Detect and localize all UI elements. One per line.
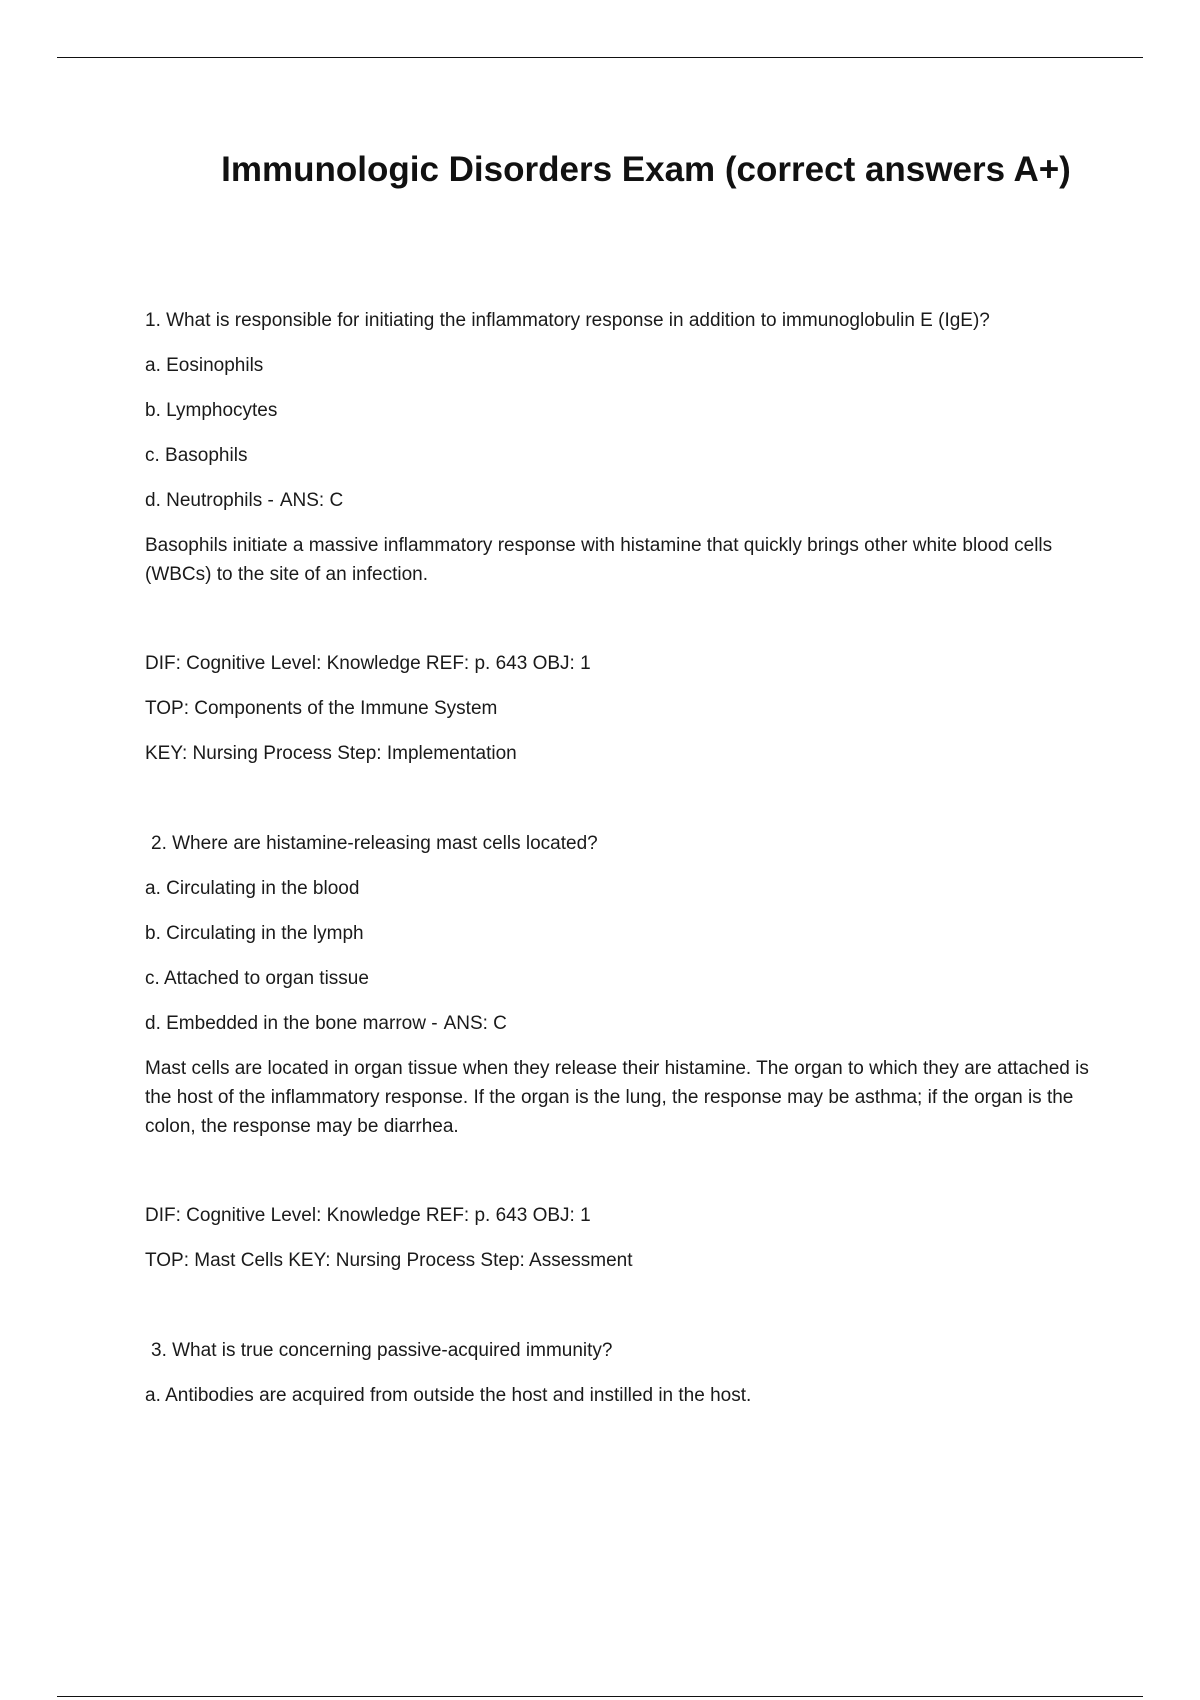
rationale-text: Basophils initiate a massive inflammatory response with histamine that quickly brings other white blood cells (WBCs) to the site of an infection. bbox=[145, 535, 1053, 585]
rationale-text: Mast cells are located in organ tissue when they release their histamine. The organ to which they are attached is the host of the inflammatory response. If the organ is the lung, the response may be asthma; if the organ is the colon, the response may be diarrhea. bbox=[145, 1058, 1089, 1137]
answer-option-b: b. Circulating in the lymph bbox=[145, 923, 364, 944]
meta-topic: TOP: Components of the Immune System bbox=[145, 698, 498, 719]
page-title: Immunologic Disorders Exam (correct answers A+) bbox=[221, 150, 1071, 189]
question-text: 1. What is responsible for initiating the inflammatory response in addition to immunoglobulin E (IgE)? bbox=[145, 310, 990, 331]
meta-difficulty: DIF: Cognitive Level: Knowledge REF: p. 643 OBJ: 1 bbox=[145, 1205, 591, 1226]
question-text: 2. Where are histamine-releasing mast cells located? bbox=[151, 833, 598, 854]
answer-option-a: a. Eosinophils bbox=[145, 355, 264, 376]
answer-option-a: a. Circulating in the blood bbox=[145, 878, 360, 899]
meta-difficulty: DIF: Cognitive Level: Knowledge REF: p. 643 OBJ: 1 bbox=[145, 653, 591, 674]
meta-key: KEY: Nursing Process Step: Implementation bbox=[145, 743, 517, 764]
top-rule bbox=[57, 57, 1143, 58]
question-block-2 bbox=[145, 829, 1095, 1276]
answer-option-a: a. Antibodies are acquired from outside the host and instilled in the host. bbox=[145, 1385, 752, 1406]
answer-option-d: d. Embedded in the bone marrow - bbox=[145, 1013, 438, 1034]
answer-option-d: d. Neutrophils - bbox=[145, 490, 274, 511]
question-block-3 bbox=[145, 1336, 1095, 1411]
answer-option-d-line bbox=[145, 486, 1095, 516]
answer-option-c: c. Basophils bbox=[145, 445, 248, 466]
question-text: 3. What is true concerning passive-acquired immunity? bbox=[151, 1340, 613, 1361]
bottom-rule bbox=[57, 1696, 1143, 1697]
answer-option-c: c. Attached to organ tissue bbox=[145, 968, 369, 989]
question-block-1 bbox=[145, 306, 1095, 769]
correct-answer: ANS: C bbox=[279, 490, 344, 511]
answer-option-b: b. Lymphocytes bbox=[145, 400, 278, 421]
correct-answer: ANS: C bbox=[443, 1013, 507, 1034]
document-body bbox=[145, 306, 1095, 1426]
meta-topic-key: TOP: Mast Cells KEY: Nursing Process Step: Assessment bbox=[145, 1250, 633, 1271]
answer-option-d-line bbox=[145, 1009, 1095, 1039]
